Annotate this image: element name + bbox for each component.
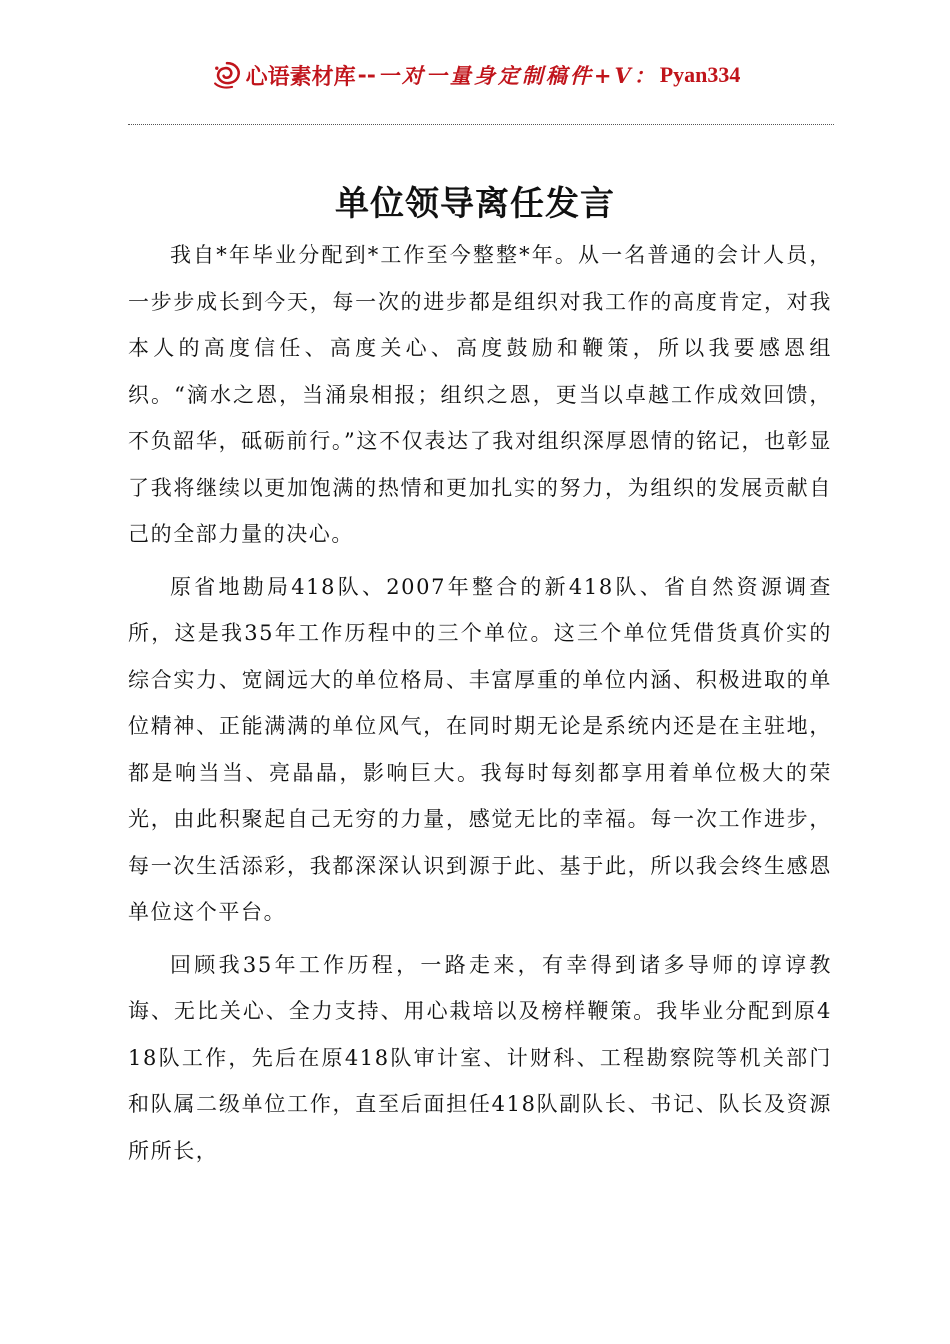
header-brand: 心语素材库 [245,63,356,90]
paragraph-3: 回顾我35年工作历程，一路走来，有幸得到诸多导师的谆谆教诲、无比关心、全力支持、用心栽培以及榜样鞭策。我毕业分配到原418队工作，先后在原418队审计室、计财科、工程勘察院等机关部门和队属二级单位工作，直至后面担任418队副队长、书记、队长及资源所所长， [128,952,832,1163]
header-divider [128,124,834,125]
header-slogan: 一对一量身定制稿件+V： [377,63,658,88]
document-title: 单位领导离任发言 [335,184,615,224]
page-header [0,58,950,104]
header-banner [210,58,741,92]
header-separator: -- [357,62,376,88]
header-contact: Pyan334 [659,62,741,87]
paragraph-1: 我自*年毕业分配到*工作至今整整*年。从一名普通的会计人员，一步步成长到今天，每一次的进步都是组织对我工作的高度肯定，对我本人的高度信任、高度关心、高度鼓励和鞭策，所以我要感恩组织。“滴水之恩，当涌泉相报；组织之恩，更当以卓越工作成效回馈，不负韶华，砥砺前行。”这不仅表达了我对组织深厚恩情的铭记，也彰显了我将继续以更加饱满的热情和更加扎实的努力，为组织的发展贡献自己的全部力量的决心。 [128,243,832,546]
document-body [128,232,832,1174]
paragraph-2: 原省地勘局418队、2007年整合的新418队、省自然资源调查所，这是我35年工作历程中的三个单位。这三个单位凭借货真价实的综合实力、宽阔远大的单位格局、丰富厚重的单位内涵、积极进取的单位精神、正能满满的单位风气，在同时期无论是系统内还是在主驻地，都是响当当、亮晶晶，影响巨大。我每时每刻都享用着单位极大的荣光，由此积聚起自己无穷的力量，感觉无比的幸福。每一次工作进步，每一次生活添彩，我都深深认识到源于此、基于此，所以我会终生感恩单位这个平台。 [128,574,832,924]
swirl-logo-icon [210,58,244,92]
